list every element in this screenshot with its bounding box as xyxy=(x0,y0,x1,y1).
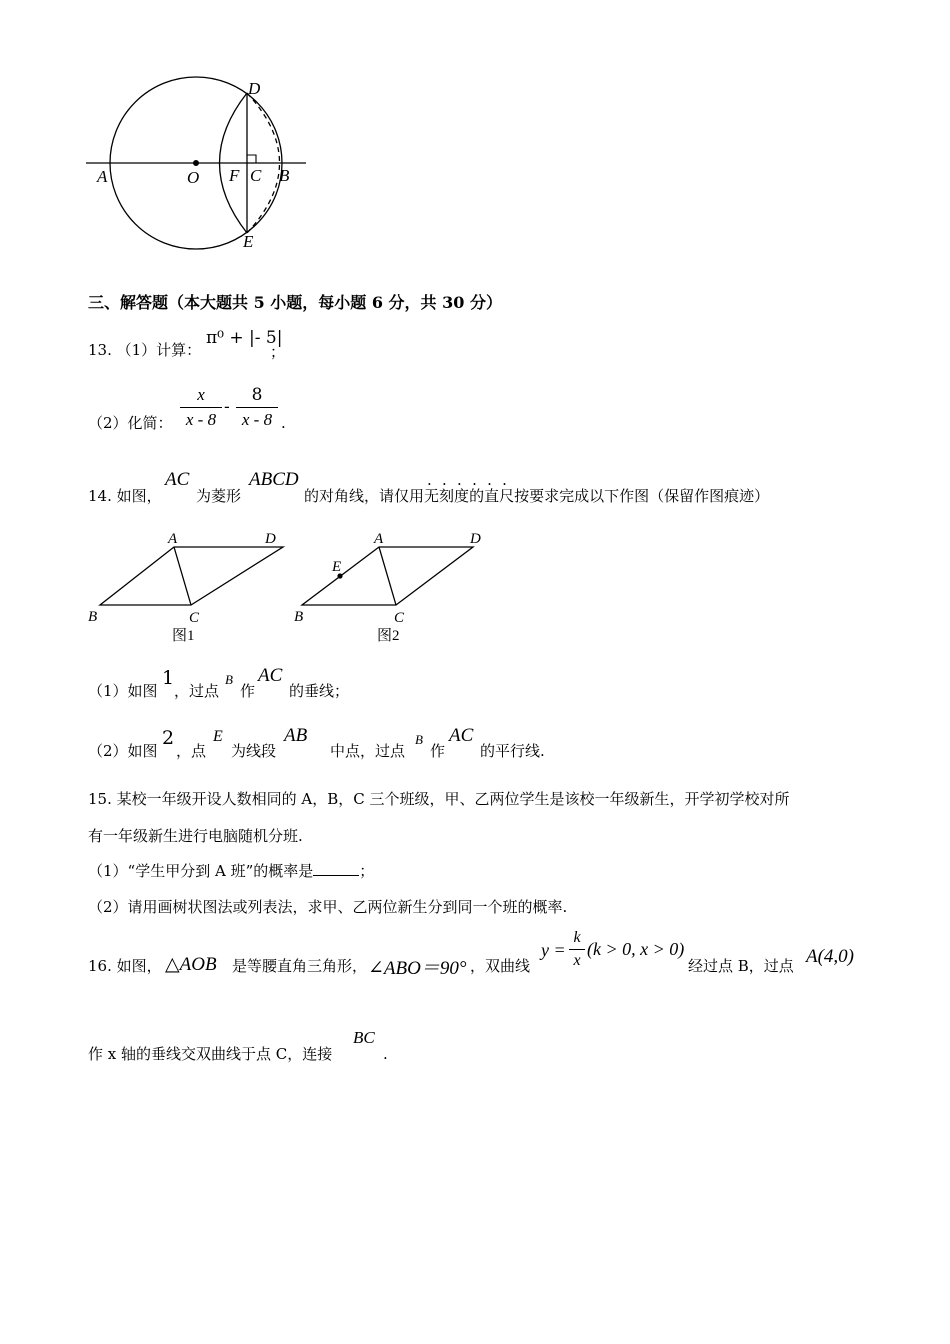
fig1-label-b: B xyxy=(88,609,98,625)
q13-frac1-num: x xyxy=(197,385,205,404)
center-point-o xyxy=(193,160,199,166)
q14-ac: AC xyxy=(165,469,190,490)
q15-answer-blank[interactable] xyxy=(313,861,359,876)
fig2-label-b: B xyxy=(294,609,304,625)
q16-is-iso: 是等腰直角三角形， xyxy=(232,957,368,975)
q14-p1-mid: ，过点 xyxy=(174,682,220,700)
right-angle-mark xyxy=(247,155,256,163)
q14-text-end: 按要求完成以下作图（保留作图痕迹） xyxy=(514,487,770,505)
q14-p2-point2: B xyxy=(415,732,423,747)
fig2-label-c: C xyxy=(394,610,405,626)
q14-text xyxy=(304,486,769,506)
q14-p2-mid: ，点 xyxy=(176,742,207,760)
q14-emph-2: 度 xyxy=(454,487,470,505)
fig1-label-c: C xyxy=(189,610,200,626)
q15-part1-prefix: （1）“学生甲分到 A 班”的概率是 xyxy=(88,862,314,880)
q16-curve-x: x xyxy=(573,952,581,969)
q14-p2-seg: AB xyxy=(284,725,308,746)
diagonal-ac-2 xyxy=(379,547,396,605)
rhombus-figure-1 xyxy=(85,528,290,650)
q14-emph-0: 无 xyxy=(424,487,440,505)
q14-p2-mid2: 中点，过点 xyxy=(330,742,406,760)
q14-p2-fig: 2 xyxy=(162,727,175,749)
q16-curve-k: k xyxy=(573,929,581,946)
q14-number: 14. 如图， xyxy=(88,487,162,505)
fig2-label-a: A xyxy=(374,531,384,547)
q16-angle: ∠ABO＝90° xyxy=(368,958,467,979)
q13-part2-suffix: . xyxy=(281,414,286,432)
q16-curve-bar xyxy=(569,949,585,950)
q14-text-after: 的对角线，请仅用 xyxy=(304,487,425,505)
rhombus-1 xyxy=(100,547,283,605)
q13-frac2-den: x - 8 xyxy=(241,410,273,429)
q16-curve-cond: (k > 0, x > 0) xyxy=(587,939,685,959)
label-d: D xyxy=(248,79,261,98)
fig2-caption: 图2 xyxy=(377,628,400,644)
label-o: O xyxy=(187,168,200,187)
q16-bc: BC xyxy=(353,1028,375,1047)
q16-triangle: △AOB xyxy=(165,954,217,975)
q14-p1-prefix: （1）如图 xyxy=(88,682,158,700)
fig1-label-d: D xyxy=(265,531,276,547)
fig1-caption: 图1 xyxy=(172,628,195,644)
q14-p2-prefix: （2）如图 xyxy=(88,742,158,760)
q14-emph-5: 尺 xyxy=(499,487,515,505)
q13-part1 xyxy=(88,340,201,360)
fig1-label-a: A xyxy=(168,531,178,547)
q15-line1: 15. 某校一年级开设人数相同的 A，B，C 三个班级，甲、乙两位学生是该校一年级新生，开学初学校对所 xyxy=(88,790,790,808)
q16-curve-y: y = xyxy=(541,940,566,960)
q16-prefix: 16. 如图， xyxy=(88,957,162,975)
label-e: E xyxy=(243,232,254,251)
q14-p1-line: AC xyxy=(258,665,283,686)
q13-frac1-den: x - 8 xyxy=(185,410,217,429)
q13-number: 13. xyxy=(88,341,112,359)
fig2-label-d: D xyxy=(470,531,481,547)
q13-frac1-bar xyxy=(180,407,222,408)
q13-fraction-2 xyxy=(236,385,278,430)
circle-figure xyxy=(80,75,320,255)
q14-p2-suffix: 的平行线. xyxy=(480,742,545,760)
q13-part1-expr: π⁰ + |- 5| xyxy=(206,328,283,348)
q16-point-a: A(4,0) xyxy=(806,946,855,967)
q14-p1-fig: 1 xyxy=(162,667,175,689)
q14-p1-suffix: 的垂线； xyxy=(289,682,350,700)
q13-frac2-bar xyxy=(236,407,278,408)
q14-emph-4: 直 xyxy=(484,487,500,505)
q14-p1-zuo: 作 xyxy=(240,682,256,700)
q14-p2-point: E xyxy=(213,728,223,745)
diagonal-ac-1 xyxy=(174,547,191,605)
q16-line2-prefix: 作 x 轴的垂线交双曲线于点 C，连接 xyxy=(88,1045,333,1063)
q13-part2-prefix: （2）化简： xyxy=(88,414,173,432)
q14-abcd: ABCD xyxy=(249,469,299,490)
fig2-label-e: E xyxy=(332,559,342,575)
q15-line2: 有一年级新生进行电脑随机分班. xyxy=(88,827,303,845)
q16-comma: ，双曲线 xyxy=(470,957,531,975)
label-f: F xyxy=(229,166,240,185)
label-b: B xyxy=(279,166,290,185)
q14-emph-3: 的 xyxy=(469,487,485,505)
section-3-title: 三、解答题（本大题共 5 小题，每小题 6 分，共 30 分） xyxy=(88,293,502,312)
label-c: C xyxy=(250,166,262,185)
q14-p1-point: B xyxy=(225,672,233,687)
q15-part2: （2）请用画树状图法或列表法，求甲、乙两位新生分到同一个班的概率. xyxy=(88,898,568,916)
q13-fraction-1 xyxy=(180,385,222,430)
q16-through-b: 经过点 B，过点 xyxy=(688,957,794,975)
q13-frac2-num: 8 xyxy=(251,385,263,405)
q14-emph-1: 刻 xyxy=(439,487,455,505)
q16-line2-suffix: . xyxy=(383,1045,388,1063)
q14-p2-zuo: 作 xyxy=(430,742,446,760)
q14-is-rhombus: 为菱形 xyxy=(196,487,242,505)
q13-minus: - xyxy=(224,397,230,417)
q16-curve-fraction xyxy=(569,929,585,970)
q14-p2-seg-text: 为线段 xyxy=(231,742,277,760)
rhombus-figure-2 xyxy=(290,528,495,650)
q15-part1 xyxy=(88,861,374,881)
q13-part1-suffix: ； xyxy=(270,343,286,361)
q14-p2-line: AC xyxy=(449,725,474,746)
q15-part1-suffix: ； xyxy=(359,862,375,880)
label-a: A xyxy=(97,167,108,186)
q13-part1-prefix: （1）计算： xyxy=(116,341,202,359)
